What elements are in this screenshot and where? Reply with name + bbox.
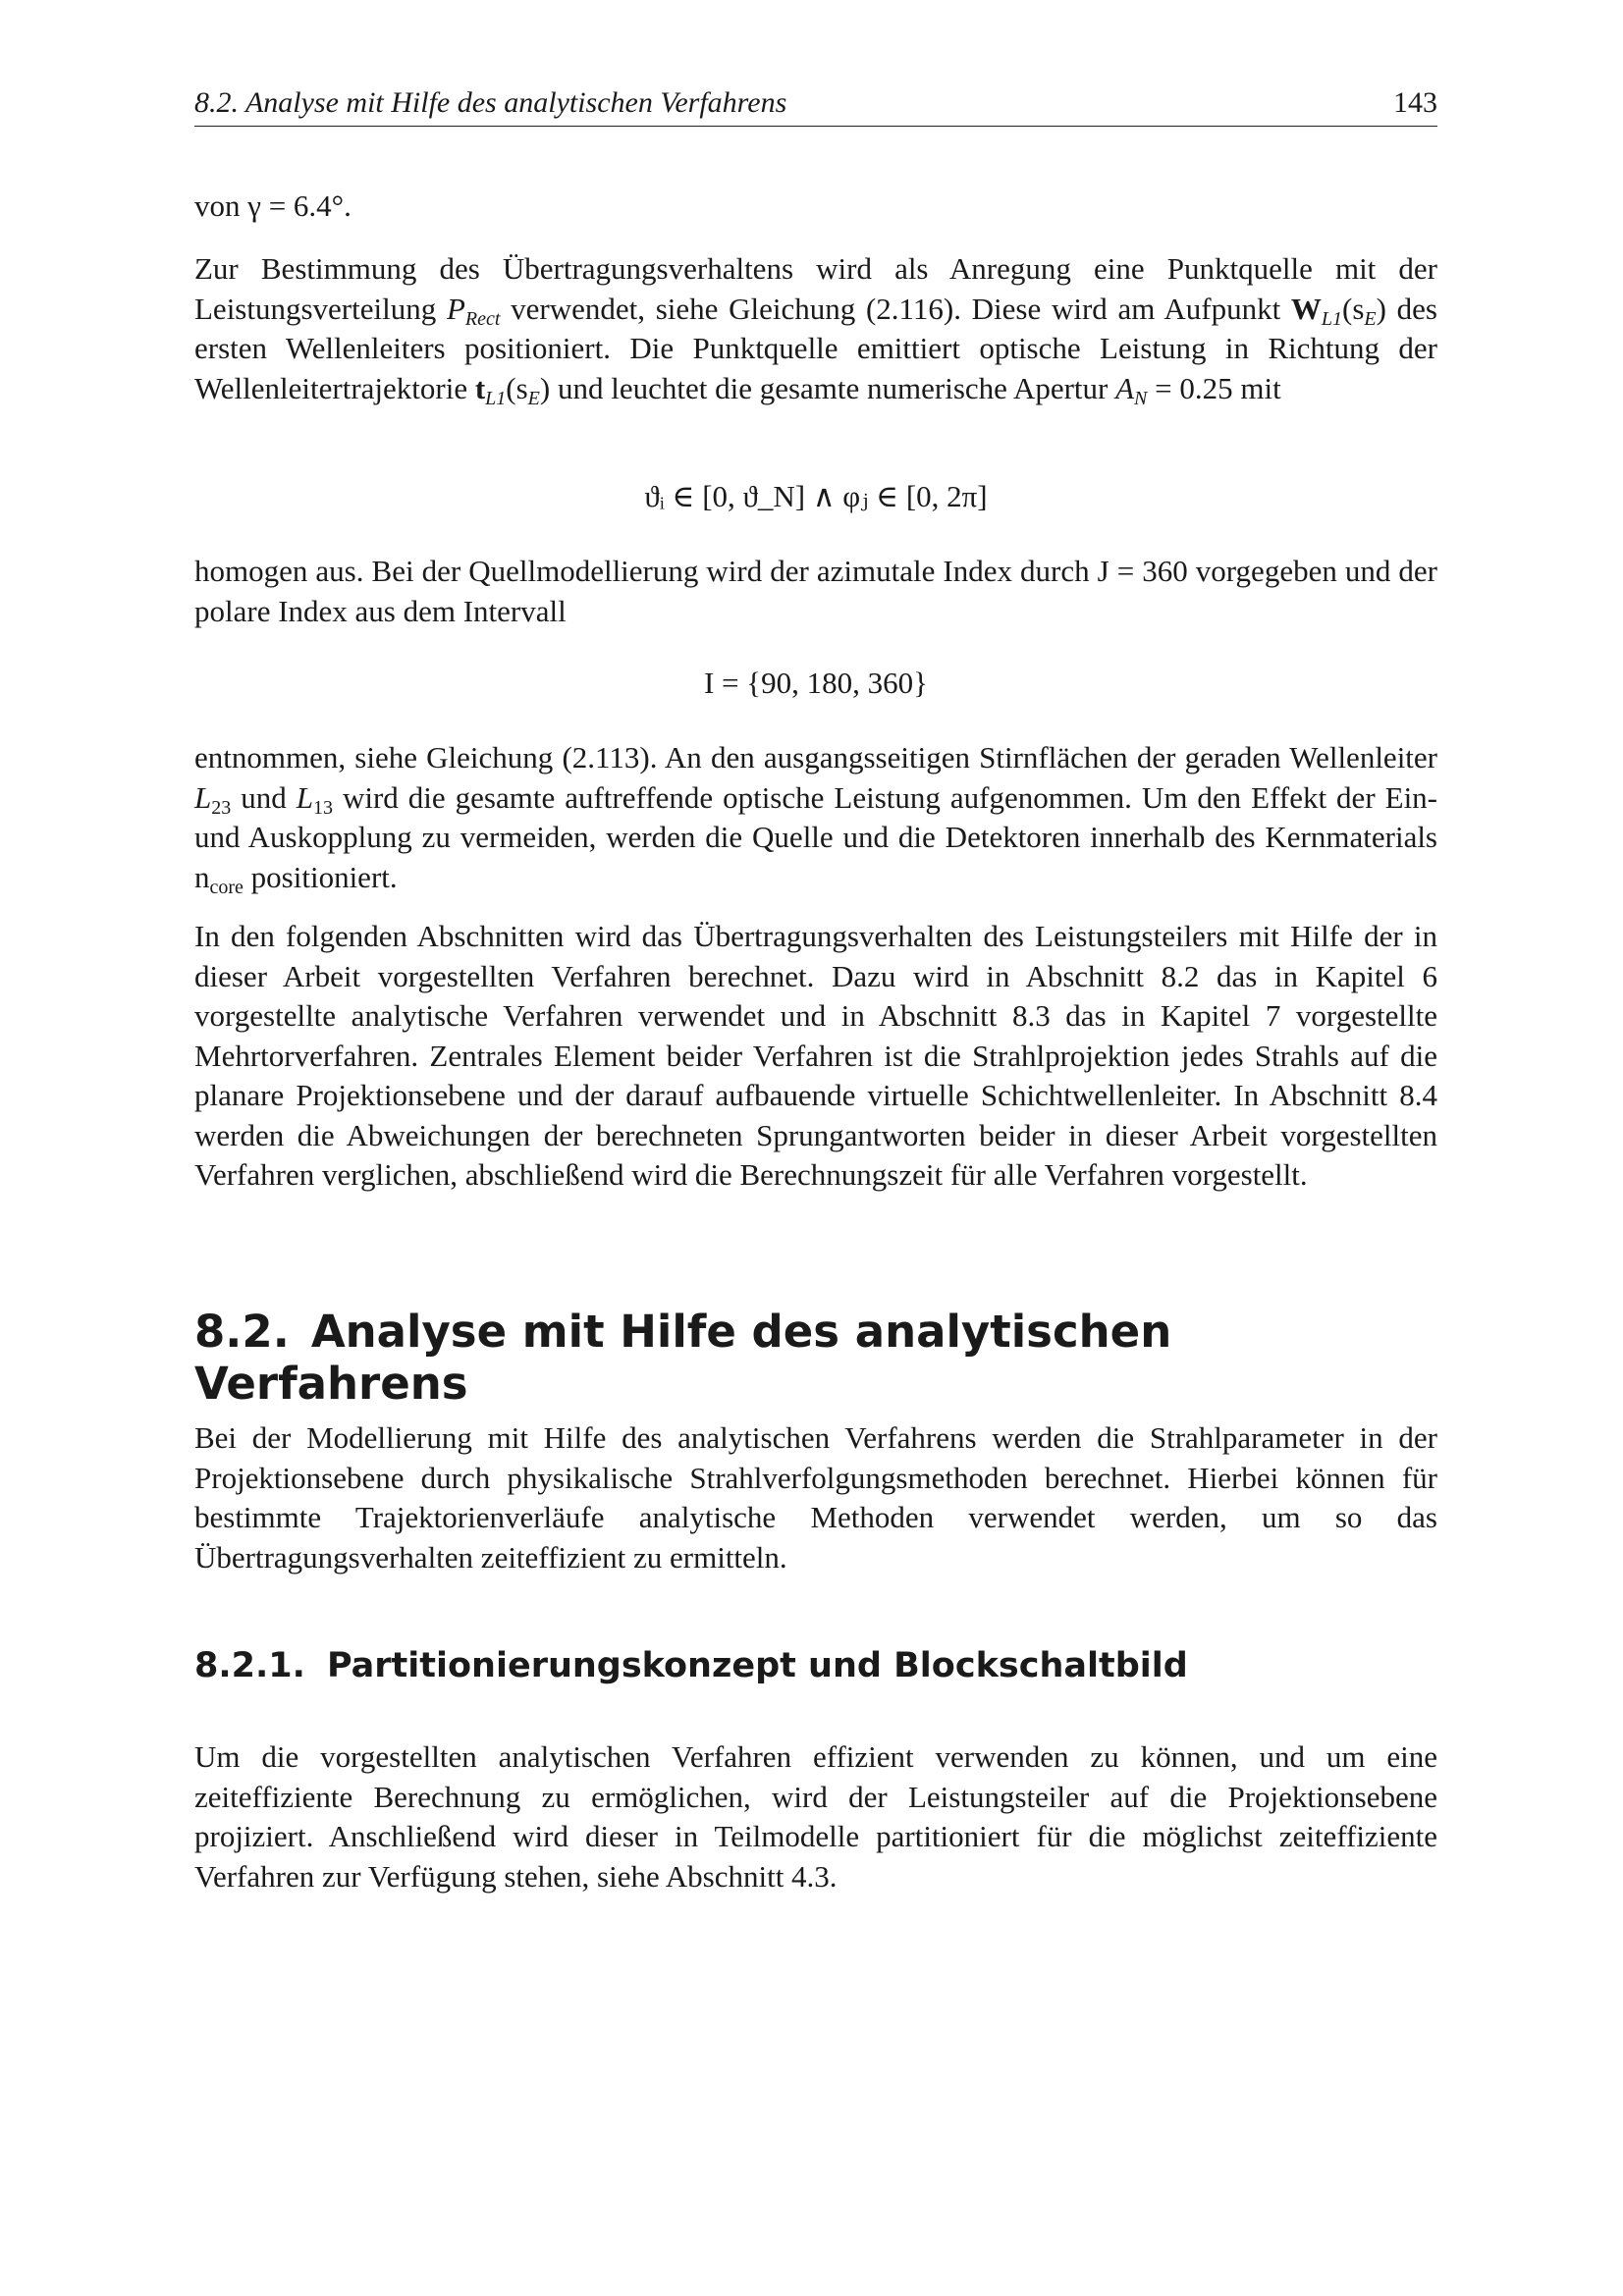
page-number: 143 <box>1393 86 1437 119</box>
section-heading: 8.2. Analyse mit Hilfe des analytischen Verfahrens <box>194 1306 1172 1410</box>
equation-interval: I = {90, 180, 360} <box>703 666 929 700</box>
paragraph-gamma: von γ = 6.4°. <box>194 188 352 223</box>
running-header <box>194 82 1437 127</box>
subsection-heading: 8.2.1. Partitionierungskonzept und Blockschaltbild <box>194 1646 1188 1685</box>
paragraph-source-model: homogen aus. Bei der Quellmodellierung wird der azimutale Index durch J = 360 vorgegeben und der polare Index aus dem Intervall <box>194 554 1437 628</box>
paragraph-detectors: entnommen, siehe Gleichung (2.113). An den ausgangsseitigen Stirnflächen der geraden Wellenleiter $L_{23}$ und $L_{13}$ wird die gesamte auftreffende optische Leistung aufgenommen. Um den Effekt der Ein- und Auskopplung zu vermeiden, werden die Quelle und die Detektoren innerhalb des Kernmaterials $n_{core}$ positioniert. <box>194 740 1438 898</box>
running-title: 8.2. Analyse mit Hilfe des analytischen Verfahrens <box>194 86 787 119</box>
paragraph-overview: In den folgenden Abschnitten wird das Übertragungsverhalten des Leistungsteilers mit Hilfe der in dieser Arbeit vorgestellten Verfahren berechnet. Dazu wird in Abschnitt 8.2 das in Kapitel 6 vorgestellte analytische Verfahren verwendet und in Abschnitt 8.3 das in Kapitel 7 vorgestellte Mehrtorverfahren. Zentrales Element beider Verfahren ist die Strahlprojektion jedes Strahls auf die planare Projektionsebene und der darauf aufbauende virtuelle Schichtwellenleiter. In Abschnitt 8.4 werden die Abweichungen der berechneten Sprungantworten beider in dieser Arbeit vorgestellten Verfahren verglichen, abschließend wird die Berechnungszeit für alle Verfahren vorgestellt. <box>194 919 1437 1192</box>
paragraph-partitioning: Um die vorgestellten analytischen Verfahren effizient verwenden zu können, und um eine zeiteffiziente Berechnung zu ermöglichen, wird der Leistungsteiler auf die Projektionsebene projiziert. Anschließend wird dieser in Teilmodelle partitioniert für die möglichst zeiteffiziente Verfahren zur Verfügung stehen, siehe Abschnitt 4.3. <box>194 1739 1437 1894</box>
paragraph-analytic-method: Bei der Modellierung mit Hilfe des analytischen Verfahrens werden die Strahlparameter in der Projektionsebene durch physikalische Strahlverfolgungsmethoden berechnet. Hierbei können für bestimmte Trajektorienverläufe analytische Methoden verwendet werden, um so das Übertragungsverhalten zeiteffizient zu ermitteln. <box>194 1420 1437 1575</box>
equation-angles: ϑᵢ ∈ [0, ϑ_N] ∧ φⱼ ∈ [0, 2π] <box>644 479 988 513</box>
paragraph-excitation: Zur Bestimmung des Übertragungsverhaltens wird als Anregung eine Punktquelle mit der Leistungsverteilung $P_{Rect}$ verwendet, siehe Gleichung (2.116). Diese wird am Aufpunkt $W_{L1}(s_E)$ des ersten Wellenleiters positioniert. Die Punktquelle emittiert optische Leistung in Richtung der Wellenleitertrajektorie $t_{L1}(s_E)$ und leuchtet die gesamte numerische Apertur $A_N = 0.25$ mit <box>194 251 1437 409</box>
